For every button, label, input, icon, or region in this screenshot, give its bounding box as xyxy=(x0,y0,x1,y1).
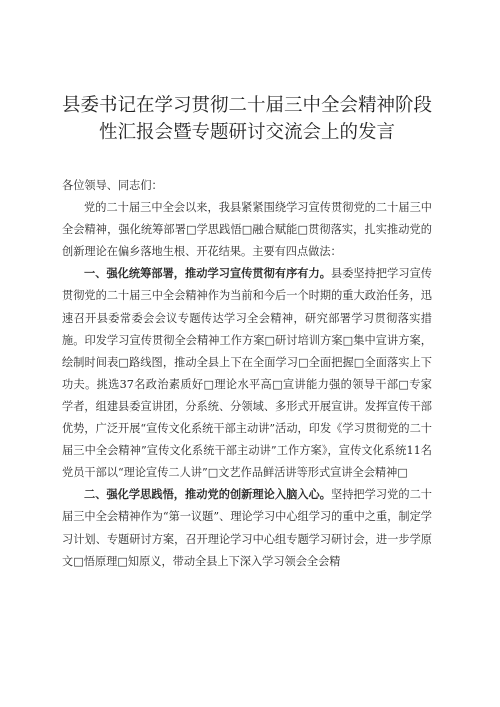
section-1-paragraph xyxy=(62,263,432,484)
section-2-heading: 二、强化学思践悟，推动党的创新理论入脑入心。 xyxy=(84,488,331,502)
salutation: 各位领导、同志们： xyxy=(62,179,163,192)
title-line-2: 性汇报会暨专题研讨交流会上的发言 xyxy=(98,122,395,143)
intro-paragraph: 党的二十届三中全会以来，我县紧紧围绕学习宣传贯彻党的二十届三中全会精神，强化统筹部署□学思践悟□融合赋能□贯彻落实，扎实推动党的创新理论在偏乡落地生根、开花结果。主要有四点做法： xyxy=(62,201,432,259)
section-2-paragraph xyxy=(62,484,432,572)
section-1-body: 县委坚持把学习宣传贯彻党的二十届三中全会精神作为当前和今后一个时期的重大政治任务，迅速召开县委常委会会议专题传达学习全会精神，研究部署学习贯彻落实措施。印发学习宣传贯彻全会精神工作方案□研讨培训方案□集中宣讲方案，绘制时间表□路线图，推动全县上下在全面学习□全面把握□全面落实上下功夫。挑选37名政治素质好□理论水平高□宣讲能力强的领导干部□专家学者，组建县委宣讲团，分系统、分领域、多形式开展宣讲。发挥宣传干部优势，广泛开展“宣传文化系统干部主动讲”活动，印发《学习贯彻党的二十届三中全会精神”宣传文化系统干部主动讲”工作方案》，宣传文化系统11名党员干部以“理论宣传二人讲”□文艺作品鲜活讲等形式宣讲全会精神□ xyxy=(62,267,432,480)
document-body xyxy=(62,175,432,573)
section-2-body: 坚持把学习党的二十届三中全会精神作为“第一议题”、理论学习中心组学习的重中之重，制定学习计划、专题研讨方案，召开理论学习中心组专题学习研讨会，进一步学原文□悟原理□知原义，带动全县上下深入学习领会全会精 xyxy=(62,488,432,568)
title-line-1: 县委书记在学习贯彻二十届三中全会精神阶段 xyxy=(62,95,433,116)
section-1-heading: 一、强化统筹部署，推动学习宣传贯彻有序有力。 xyxy=(84,267,331,281)
document-title xyxy=(62,0,432,146)
